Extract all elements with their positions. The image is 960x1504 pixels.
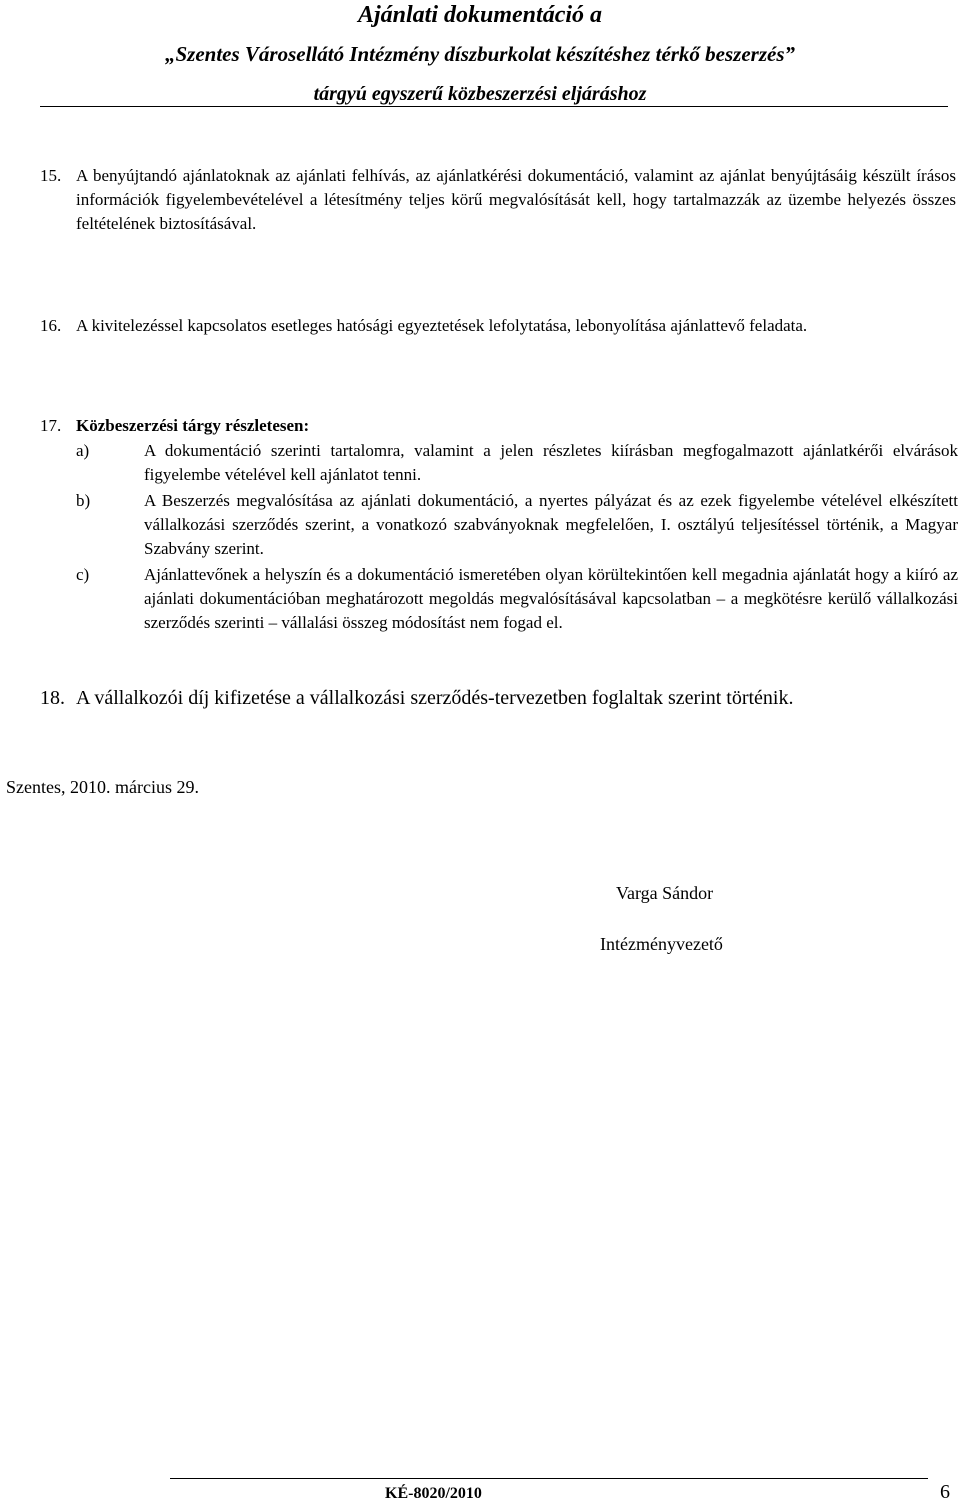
footer-divider xyxy=(170,1478,928,1479)
item-17-c-text: Ajánlattevőnek a helyszín és a dokumentáció ismeretében olyan körültekintően kell megadnia ajánlatát hogy a kiíró az ajánlati dokumentációban meghatározott megoldás megvalósításával kapcsolatban – a megkötésre kerülő vállalkozási szerződés szerinti – vállalási összeg módosítást nem fogad el. xyxy=(144,565,958,632)
item-16-text: A kivitelezéssel kapcsolatos esetleges hatósági egyeztetések lefolytatása, lebonyolítása ajánlattevő feladata. xyxy=(76,316,808,335)
item-15-number: 15. xyxy=(40,166,62,185)
item-17-a-text: A dokumentáció szerinti tartalomra, valamint a jelen részletes kiírásban megfogalmazott ajánlatkérői elvárások figyelembe vételével kell ajánlatot tenni. xyxy=(144,441,958,484)
signer-name: Varga Sándor xyxy=(616,883,714,903)
footer-document-code: KÉ-8020/2010 xyxy=(385,1485,482,1502)
header-procedure: tárgyú egyszerű közbeszerzési eljáráshoz xyxy=(313,83,647,105)
page-number: 6 xyxy=(940,1481,950,1503)
item-17-title: Közbeszerzési tárgy részletesen: xyxy=(76,416,310,435)
header-subject: „Szentes Városellátó Intézmény díszburkolat készítéshez térkő beszerzés” xyxy=(164,42,796,66)
item-15-text: A benyújtandó ajánlatoknak az ajánlati felhívás, az ajánlatkérési dokumentáció, valamint az ajánlat benyújtásáig készült írásos információk figyelembevételével a létesítmény teljes körű megvalósítását kell, hogy tartalmazzák az üzembe helyezés összes feltételének biztosításával. xyxy=(76,166,956,233)
item-17-a-letter: a) xyxy=(76,441,90,460)
item-17-b-text: A Beszerzés megvalósítása az ajánlati dokumentáció, a nyertes pályázat és az ezek figyelembe vételével elkészített vállalkozási szerződés szerint, a vonatkozó szabványoknak megfelelően, I. osztályú teljesítéssel történik, a Magyar Szabvány szerint. xyxy=(144,491,958,558)
item-16-number: 16. xyxy=(40,316,62,335)
item-17-c-letter: c) xyxy=(76,565,90,584)
item-18-number: 18. xyxy=(40,687,65,709)
place-date: Szentes, 2010. március 29. xyxy=(6,777,199,797)
header-divider xyxy=(40,106,948,107)
item-17-number: 17. xyxy=(40,416,62,435)
header-title: Ajánlati dokumentáció a xyxy=(357,2,603,28)
item-17-b-letter: b) xyxy=(76,491,91,510)
item-18-text: A vállalkozói díj kifizetése a vállalkozási szerződés-tervezetben foglaltak szerint történik. xyxy=(76,687,794,709)
signer-title: Intézményvezető xyxy=(600,934,723,954)
